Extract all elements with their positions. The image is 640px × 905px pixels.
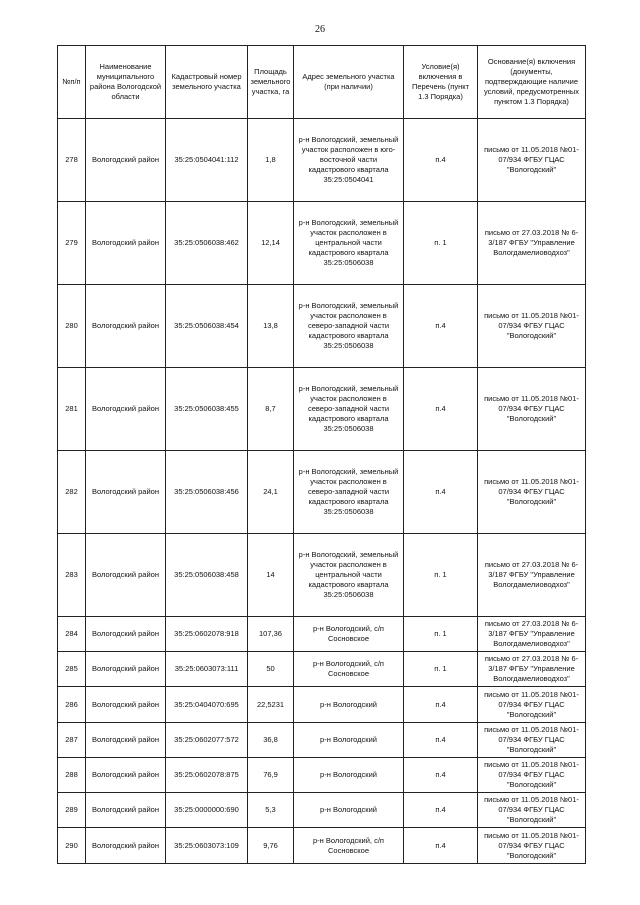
- cell-num: 282: [58, 451, 86, 534]
- cell-num: 283: [58, 534, 86, 617]
- cell-condition: п.4: [404, 285, 478, 368]
- cell-address: р-н Вологодский, земельный участок расположен в северо-западной части кадастрового квартала 35:25:0506038: [294, 368, 404, 451]
- cell-cadastral: 35:25:0602077:572: [166, 723, 248, 758]
- cell-cadastral: 35:25:0602078:875: [166, 758, 248, 793]
- table-row: [58, 202, 586, 285]
- cell-cadastral: 35:25:0506038:462: [166, 202, 248, 285]
- cell-district: Вологодский район: [86, 451, 166, 534]
- cell-cadastral: 35:25:0603073:111: [166, 652, 248, 687]
- cell-area: 76,9: [248, 758, 294, 793]
- cell-num: 284: [58, 617, 86, 652]
- header-num: №п/п: [58, 46, 86, 119]
- cell-condition: п. 1: [404, 617, 478, 652]
- cell-condition: п. 1: [404, 202, 478, 285]
- cell-num: 290: [58, 828, 86, 864]
- table-row: [58, 652, 586, 687]
- cell-num: 285: [58, 652, 86, 687]
- cell-basis: письмо от 11.05.2018 №01-07/934 ФГБУ ГЦАС "Вологодский": [478, 828, 586, 864]
- header-address: Адрес земельного участка (при наличии): [294, 46, 404, 119]
- cell-basis: письмо от 11.05.2018 №01-07/934 ФГБУ ГЦАС "Вологодский": [478, 758, 586, 793]
- cell-district: Вологодский район: [86, 723, 166, 758]
- page-number: 26: [315, 24, 325, 35]
- cell-condition: п.4: [404, 758, 478, 793]
- cell-condition: п.4: [404, 451, 478, 534]
- table-row: [58, 534, 586, 617]
- table-row: [58, 793, 586, 828]
- cell-num: 279: [58, 202, 86, 285]
- cell-address: р-н Вологодский: [294, 793, 404, 828]
- cell-district: Вологодский район: [86, 202, 166, 285]
- cell-address: р-н Вологодский, земельный участок расположен в северо-западной части кадастрового квартала 35:25:0506038: [294, 451, 404, 534]
- cell-district: Вологодский район: [86, 652, 166, 687]
- cell-condition: п.4: [404, 793, 478, 828]
- cell-basis: письмо от 11.05.2018 №01-07/934 ФГБУ ГЦАС "Вологодский": [478, 451, 586, 534]
- cell-area: 107,36: [248, 617, 294, 652]
- land-plots-table: [57, 45, 586, 864]
- cell-cadastral: 35:25:0506038:456: [166, 451, 248, 534]
- cell-basis: письмо от 27.03.2018 № 6-3/187 ФГБУ "Управление Вологдамелиоводхоз": [478, 202, 586, 285]
- cell-district: Вологодский район: [86, 285, 166, 368]
- table-row: [58, 451, 586, 534]
- cell-district: Вологодский район: [86, 368, 166, 451]
- cell-condition: п. 1: [404, 534, 478, 617]
- cell-area: 8,7: [248, 368, 294, 451]
- cell-district: Вологодский район: [86, 119, 166, 202]
- cell-address: р-н Вологодский: [294, 723, 404, 758]
- cell-cadastral: 35:25:0602078:918: [166, 617, 248, 652]
- cell-basis: письмо от 11.05.2018 №01-07/934 ФГБУ ГЦАС "Вологодский": [478, 687, 586, 723]
- cell-cadastral: 35:25:0506038:458: [166, 534, 248, 617]
- cell-area: 12,14: [248, 202, 294, 285]
- cell-basis: письмо от 27.03.2018 № 6-3/187 ФГБУ "Управление Вологдамелиоводхоз": [478, 534, 586, 617]
- cell-district: Вологодский район: [86, 687, 166, 723]
- header-cadastral: Кадастровый номер земельного участка: [166, 46, 248, 119]
- cell-address: р-н Вологодский, с/п Сосновское: [294, 828, 404, 864]
- cell-num: 288: [58, 758, 86, 793]
- cell-area: 5,3: [248, 793, 294, 828]
- cell-num: 281: [58, 368, 86, 451]
- cell-condition: п.4: [404, 828, 478, 864]
- cell-area: 22,5231: [248, 687, 294, 723]
- cell-cadastral: 35:25:0000000:690: [166, 793, 248, 828]
- table-row: [58, 285, 586, 368]
- cell-area: 13,8: [248, 285, 294, 368]
- table-row: [58, 119, 586, 202]
- cell-district: Вологодский район: [86, 828, 166, 864]
- cell-address: р-н Вологодский: [294, 758, 404, 793]
- cell-num: 289: [58, 793, 86, 828]
- cell-area: 24,1: [248, 451, 294, 534]
- table-row: [58, 758, 586, 793]
- cell-basis: письмо от 11.05.2018 №01-07/934 ФГБУ ГЦАС "Вологодский": [478, 723, 586, 758]
- cell-condition: п. 1: [404, 652, 478, 687]
- cell-address: р-н Вологодский, земельный участок расположен в центральной части кадастрового квартала 35:25:0506038: [294, 202, 404, 285]
- cell-address: р-н Вологодский: [294, 687, 404, 723]
- cell-basis: письмо от 11.05.2018 №01-07/934 ФГБУ ГЦАС "Вологодский": [478, 368, 586, 451]
- cell-cadastral: 35:25:0504041:112: [166, 119, 248, 202]
- cell-area: 36,8: [248, 723, 294, 758]
- cell-basis: письмо от 11.05.2018 №01-07/934 ФГБУ ГЦАС "Вологодский": [478, 285, 586, 368]
- cell-district: Вологодский район: [86, 758, 166, 793]
- cell-district: Вологодский район: [86, 534, 166, 617]
- cell-num: 278: [58, 119, 86, 202]
- cell-address: р-н Вологодский, земельный участок расположен в юго-восточной части кадастрового квартала 35:25:0504041: [294, 119, 404, 202]
- table-row: [58, 687, 586, 723]
- cell-cadastral: 35:25:0603073:109: [166, 828, 248, 864]
- cell-num: 280: [58, 285, 86, 368]
- header-area: Площадь земельного участка, га: [248, 46, 294, 119]
- table-row: [58, 828, 586, 864]
- cell-condition: п.4: [404, 723, 478, 758]
- cell-address: р-н Вологодский, с/п Сосновское: [294, 617, 404, 652]
- cell-address: р-н Вологодский, земельный участок расположен в северо-западной части кадастрового квартала 35:25:0506038: [294, 285, 404, 368]
- cell-cadastral: 35:25:0506038:455: [166, 368, 248, 451]
- cell-basis: письмо от 27.03.2018 № 6-3/187 ФГБУ "Управление Вологдамелиоводхоз": [478, 652, 586, 687]
- cell-area: 9,76: [248, 828, 294, 864]
- header-condition: Условие(я) включения в Перечень (пункт 1.3 Порядка): [404, 46, 478, 119]
- table-row: [58, 617, 586, 652]
- cell-cadastral: 35:25:0506038:454: [166, 285, 248, 368]
- cell-num: 287: [58, 723, 86, 758]
- header-district: Наименование муниципального района Вологодской области: [86, 46, 166, 119]
- cell-area: 50: [248, 652, 294, 687]
- header-basis: Основание(я) включения (документы, подтверждающие наличие условий, предусмотренных пунктом 1.3 Порядка): [478, 46, 586, 119]
- cell-district: Вологодский район: [86, 793, 166, 828]
- cell-cadastral: 35:25:0404070:695: [166, 687, 248, 723]
- cell-num: 286: [58, 687, 86, 723]
- table-row: [58, 368, 586, 451]
- cell-condition: п.4: [404, 368, 478, 451]
- table-row: [58, 723, 586, 758]
- cell-condition: п.4: [404, 687, 478, 723]
- cell-address: р-н Вологодский, земельный участок расположен в центральной части кадастрового квартала 35:25:0506038: [294, 534, 404, 617]
- cell-condition: п.4: [404, 119, 478, 202]
- cell-basis: письмо от 11.05.2018 №01-07/934 ФГБУ ГЦАС "Вологодский": [478, 793, 586, 828]
- cell-address: р-н Вологодский, с/п Сосновское: [294, 652, 404, 687]
- cell-area: 1,8: [248, 119, 294, 202]
- table-header-row: [58, 46, 586, 119]
- cell-area: 14: [248, 534, 294, 617]
- cell-basis: письмо от 11.05.2018 №01-07/934 ФГБУ ГЦАС "Вологодский": [478, 119, 586, 202]
- cell-district: Вологодский район: [86, 617, 166, 652]
- cell-basis: письмо от 27.03.2018 № 6-3/187 ФГБУ "Управление Вологдамелиоводхоз": [478, 617, 586, 652]
